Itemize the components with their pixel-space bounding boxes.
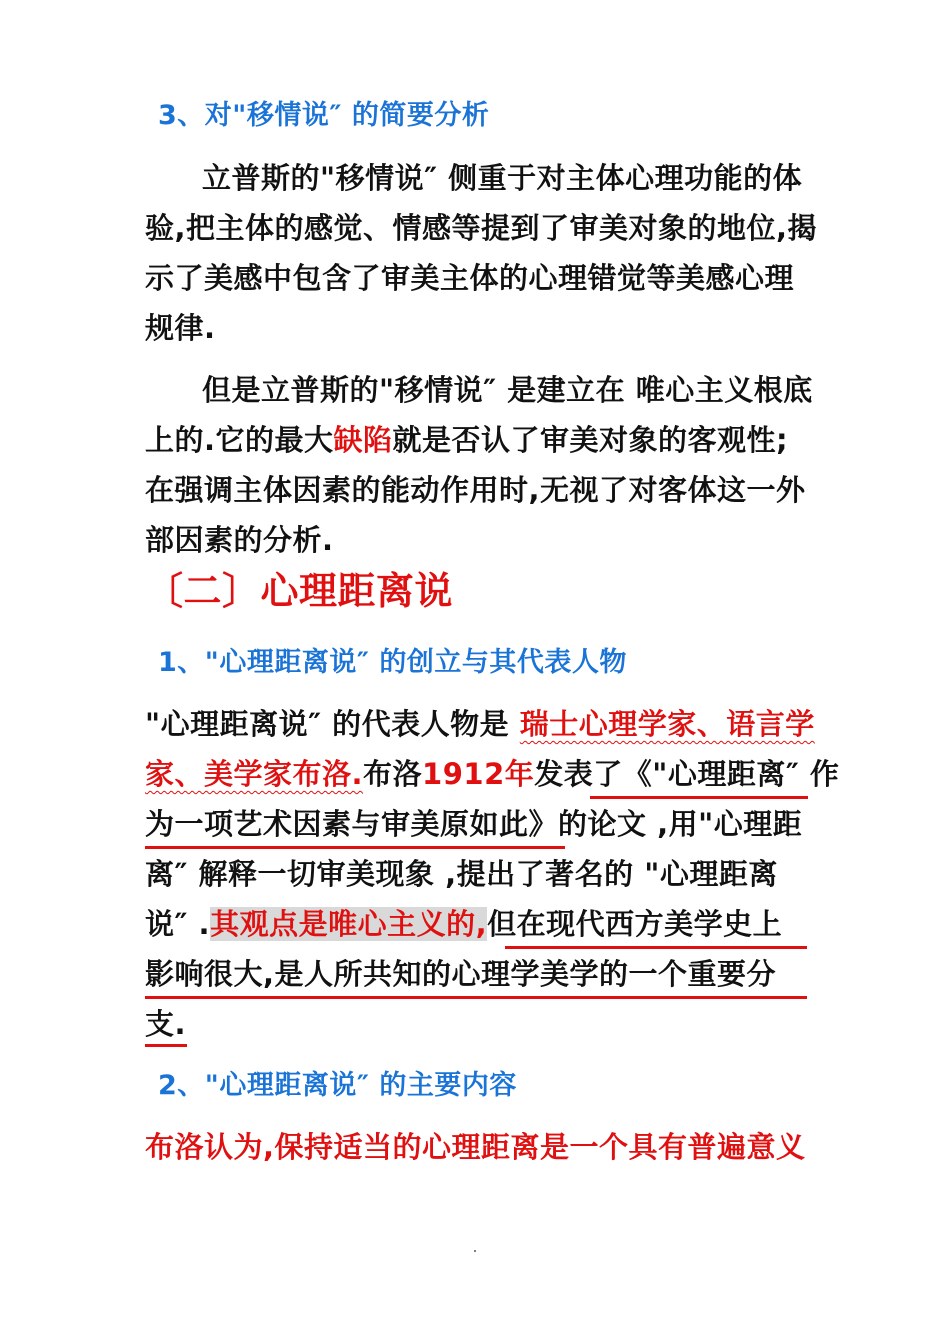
- paragraph-4-line-1: 布洛认为,保持适当的心理距离是一个具有普遍意义: [145, 1130, 806, 1164]
- paragraph-2-line-4: 部因素的分析.: [145, 523, 334, 557]
- highlighted-red-text: 其观点是唯心主义的,: [210, 907, 488, 941]
- emphasis-year: 1912年: [422, 757, 535, 791]
- text-run: 说″ .: [145, 907, 211, 941]
- text-run: 就是否认了审美对象的客观性;: [392, 423, 789, 457]
- paragraph-3-line-1: [145, 704, 815, 744]
- text-run: "心理距离说″ 的代表人物是: [145, 707, 520, 741]
- paragraph-2-line-3: 在强调主体因素的能动作用时,无视了对客体这一外: [145, 473, 806, 507]
- paragraph-1-line-1: 立普斯的"移情说″ 侧重于对主体心理功能的体: [202, 161, 803, 195]
- paragraph-3-line-4: 离″ 解释一切审美现象 ,提出了著名的 "心理距离: [145, 857, 778, 891]
- red-underline: [145, 846, 565, 849]
- text-run: 但在现代西方美学史上: [487, 907, 783, 941]
- emphasis-red-wavy: 家、美学家布洛.: [145, 757, 364, 791]
- emphasis-red: 缺陷: [333, 423, 393, 457]
- text-run: 发表了《"心理距离″ 作: [534, 757, 840, 791]
- text-run: 布洛: [363, 757, 423, 791]
- section-2-title: 〔二〕心理距离说: [145, 569, 454, 613]
- paragraph-3-line-5: [145, 904, 782, 944]
- emphasis-red-wavy: 瑞士心理学家、语言学: [519, 707, 815, 741]
- red-underline: [505, 946, 807, 949]
- paragraph-3-line-6: 影响很大,是人所共知的心理学美学的一个重要分: [145, 957, 777, 991]
- text-run: 上的.它的最大: [145, 423, 334, 457]
- paragraph-2-line-1: 但是立普斯的"移情说″ 是建立在 唯心主义根底: [202, 373, 813, 407]
- paragraph-2-line-2: [145, 420, 788, 460]
- red-underline: [590, 796, 808, 799]
- paragraph-3-line-2: [145, 754, 839, 794]
- paragraph-1-line-2: 验,把主体的感觉、情感等提到了审美对象的地位,揭: [145, 211, 818, 245]
- paragraph-3-line-3: 为一项艺术因素与审美原如此》的论文 ,用"心理距: [145, 807, 803, 841]
- subheading-3: 3、对"移情说″ 的简要分析: [158, 100, 490, 131]
- subheading-1: 1、"心理距离说″ 的创立与其代表人物: [158, 647, 627, 678]
- red-underline: [145, 996, 807, 999]
- footer-dot: [474, 1250, 476, 1252]
- paragraph-1-line-4: 规律.: [145, 311, 216, 345]
- paragraph-1-line-3: 示了美感中包含了审美主体的心理错觉等美感心理: [145, 261, 795, 295]
- subheading-2: 2、"心理距离说″ 的主要内容: [158, 1070, 517, 1101]
- red-underline: [145, 1044, 187, 1047]
- paragraph-3-line-7: 支.: [145, 1007, 187, 1041]
